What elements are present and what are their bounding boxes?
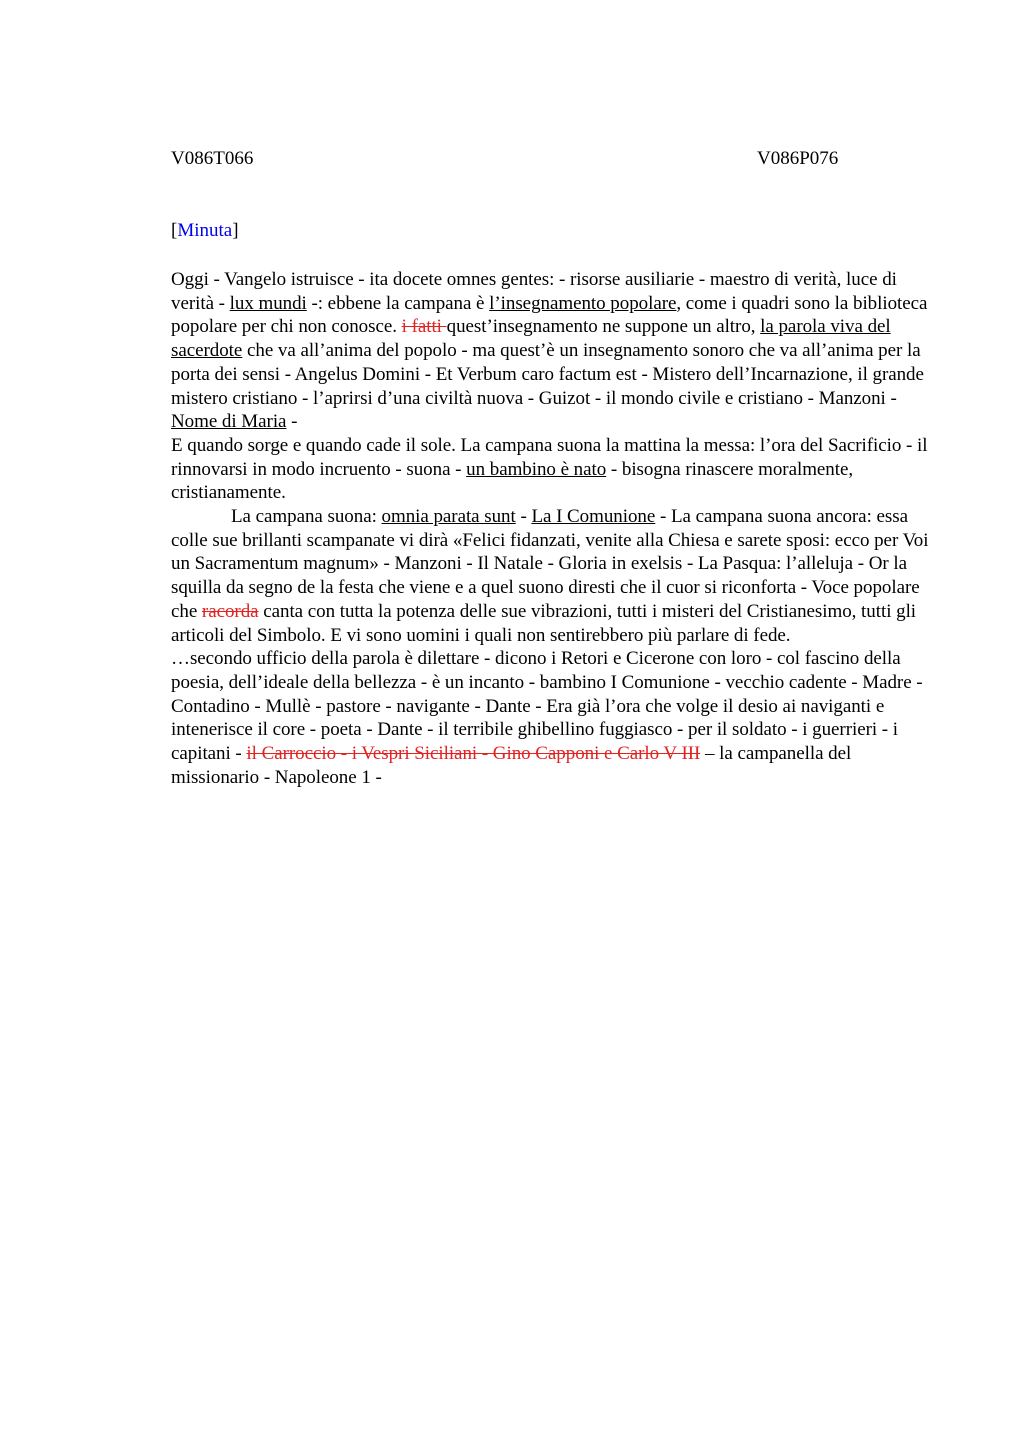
- text-run: , come i quadri sono la biblioteca popolare per chi non conosce.: [171, 292, 928, 338]
- minuta-close-bracket: ]: [232, 220, 239, 241]
- text-run: -: ebbene la campana è: [306, 292, 490, 314]
- deleted-phrase: racorda: [201, 600, 259, 622]
- text-run: -: [515, 506, 532, 528]
- underlined-phrase: La I Comunione: [531, 506, 656, 528]
- deleted-phrase: i fatti: [401, 316, 447, 338]
- text-run: – la campanella del missionario - Napoleone 1 -: [171, 743, 852, 788]
- document-page: [171, 144, 931, 789]
- underlined-phrase: la parola viva del sacerdote: [171, 316, 891, 362]
- underlined-phrase: lux mundi: [229, 292, 307, 314]
- paragraph-1: [171, 268, 931, 505]
- text-run: E quando sorge e quando cade il sole. La campana suona la mattina la messa: l’ora del Sacrificio - il rinnovarsi in modo incruento - suona -: [171, 434, 928, 480]
- document-header: [171, 144, 931, 174]
- paragraph-2: [171, 505, 931, 647]
- text-run: che va all’anima del popolo - ma quest’è un insegnamento sonoro che va all’anima per la porta dei sensi - Angelus Domini - Et Verbum caro factum est - Mistero dell’Incarnazione, il grande mistero cristiano - l’aprirsi d’una civiltà nuova - Guizot - il mondo civile e cristiano - Manzoni -: [171, 340, 924, 409]
- paragraph-3: [171, 647, 931, 789]
- header-right-code: V086P076: [757, 148, 839, 169]
- document-body: [171, 268, 931, 789]
- text-run: -: [286, 411, 298, 433]
- header-left-code: V086T066: [171, 148, 254, 169]
- underlined-phrase: omnia parata sunt: [381, 506, 516, 528]
- underlined-phrase: l’insegnamento popolare: [489, 292, 677, 314]
- text-run: quest’insegnamento ne suppone un altro,: [446, 316, 761, 338]
- underlined-phrase: un bambino è nato: [466, 458, 607, 480]
- underlined-phrase: Nome di Maria: [171, 411, 287, 433]
- text-run: Oggi - Vangelo istruisce - ita docete omnes gentes: - risorse ausiliarie - maestro di verità, luce di verità -: [171, 269, 897, 314]
- text-run: - La campana suona ancora: essa colle sue brillanti scampanate vi dirà «Felici fidanzati, venite alla Chiesa e sarete sposi: ecco per Voi un Sacramentum magnum» - Manzoni - Il Natale - Gloria in exelsis - La Pasqua: l’alleluja - Or la squilla da segno de la festa che viene e a quel suono diresti che il cuor si riconforta - Voce popolare che: [171, 506, 929, 622]
- minuta-link[interactable]: Minuta: [177, 220, 233, 241]
- minuta-label: [171, 216, 931, 246]
- text-run: - bisogna rinascere moralmente, cristianamente.: [171, 458, 854, 504]
- text-run: La campana suona:: [231, 506, 382, 528]
- deleted-phrase: il Carroccio - i Vespri Siciliani - Gino Capponi e Carlo V III: [246, 743, 701, 765]
- text-run: …secondo ufficio della parola è dilettare - dicono i Retori e Cicerone con loro - col fascino della poesia, dell’ideale della bellezza - è un incanto - bambino I Comunione - vecchio cadente - Madre - Contadino - Mullè - pastore - navigante - Dante - Era già l’ora che volge il desio ai naviganti e intenerisce il core - poeta - Dante - il terribile ghibellino fuggiasco - per il soldato - i guerrieri - i capitani -: [171, 648, 923, 765]
- minuta-open-bracket: [: [171, 220, 178, 241]
- text-run: canta con tutta la potenza delle sue vibrazioni, tutti i misteri del Cristianesimo, tutti gli articoli del Simbolo. E vi sono uomini i quali non sentirebbero più parlare di fede.: [171, 600, 917, 646]
